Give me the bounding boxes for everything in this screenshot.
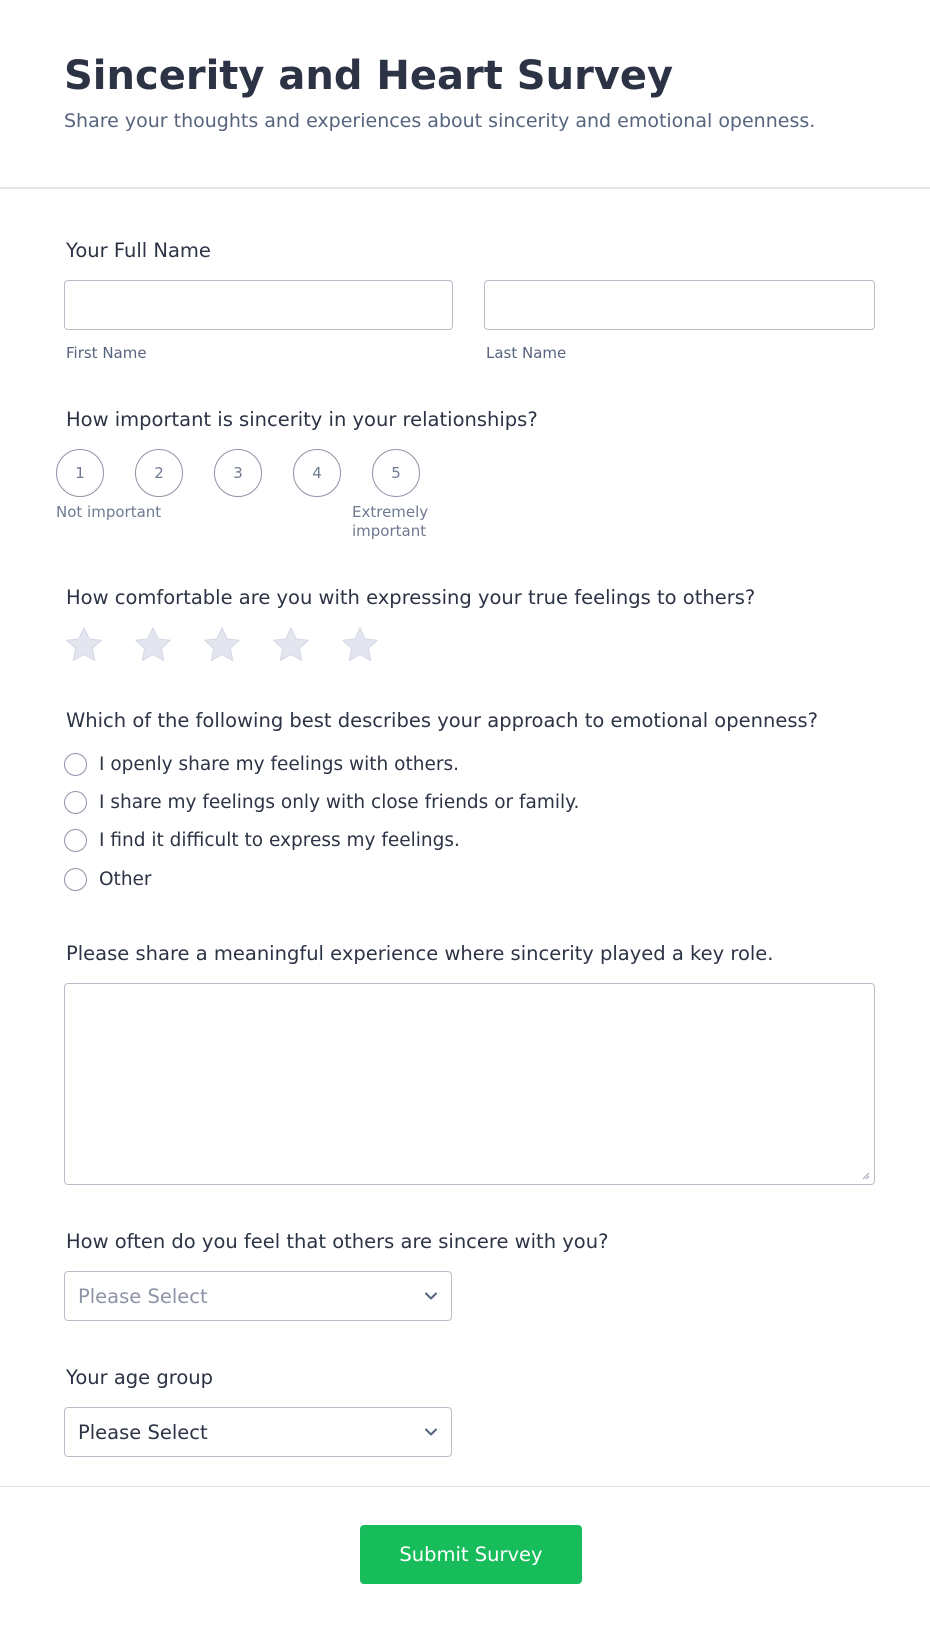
radio-circle[interactable]: [64, 868, 87, 891]
star-5-icon[interactable]: [339, 624, 381, 666]
first-name-sublabel: First Name: [66, 344, 147, 362]
chevron-down-icon: [424, 1291, 438, 1301]
full-name-label: Your Full Name: [66, 239, 211, 262]
experience-textarea[interactable]: [64, 983, 875, 1185]
radio-option[interactable]: [64, 827, 460, 853]
radio-option[interactable]: [64, 789, 579, 815]
radio-circle[interactable]: [64, 829, 87, 852]
scale-option-3[interactable]: 3: [214, 449, 262, 497]
importance-label: How important is sincerity in your relationships?: [66, 408, 538, 431]
age-select[interactable]: [64, 1407, 452, 1457]
scale-option-1[interactable]: 1: [56, 449, 104, 497]
scale-min-caption: Not important: [56, 503, 162, 521]
star-1-icon[interactable]: [63, 624, 105, 666]
first-name-input[interactable]: [64, 280, 453, 330]
submit-button[interactable]: Submit Survey: [360, 1525, 582, 1584]
age-label: Your age group: [66, 1366, 213, 1389]
comfort-label: How comfortable are you with expressing your true feelings to others?: [66, 586, 756, 609]
radio-label: I find it difficult to express my feelings.: [99, 829, 460, 851]
scale-option-4[interactable]: 4: [293, 449, 341, 497]
approach-label: Which of the following best describes your approach to emotional openness?: [66, 709, 818, 732]
frequency-select-value: Please Select: [78, 1284, 208, 1308]
scale-option-5[interactable]: 5: [372, 449, 420, 497]
page-subtitle: Share your thoughts and experiences about sincerity and emotional openness.: [64, 110, 816, 132]
scale-max-caption-line1: Extremely: [352, 503, 429, 521]
star-2-icon[interactable]: [132, 624, 174, 666]
radio-circle[interactable]: [64, 753, 87, 776]
radio-label: Other: [99, 868, 152, 890]
last-name-input[interactable]: [484, 280, 875, 330]
footer-divider: [0, 1486, 930, 1487]
age-select-value: Please Select: [78, 1420, 208, 1444]
radio-label: I share my feelings only with close friends or family.: [99, 791, 580, 813]
chevron-down-icon: [424, 1427, 438, 1437]
experience-label: Please share a meaningful experience where sincerity played a key role.: [66, 942, 774, 965]
scale-max-caption: [352, 503, 429, 541]
scale-option-2[interactable]: 2: [135, 449, 183, 497]
page-title: Sincerity and Heart Survey: [64, 53, 674, 99]
radio-option[interactable]: [64, 866, 152, 892]
radio-label: I openly share my feelings with others.: [99, 753, 459, 775]
frequency-select[interactable]: [64, 1271, 452, 1321]
resize-handle-icon[interactable]: [862, 1172, 870, 1180]
star-4-icon[interactable]: [270, 624, 312, 666]
form-header: [0, 0, 930, 189]
last-name-sublabel: Last Name: [486, 344, 567, 362]
frequency-label: How often do you feel that others are sincere with you?: [66, 1230, 609, 1253]
radio-circle[interactable]: [64, 791, 87, 814]
scale-max-caption-line2: important: [352, 522, 427, 540]
radio-option[interactable]: [64, 751, 459, 777]
star-3-icon[interactable]: [201, 624, 243, 666]
